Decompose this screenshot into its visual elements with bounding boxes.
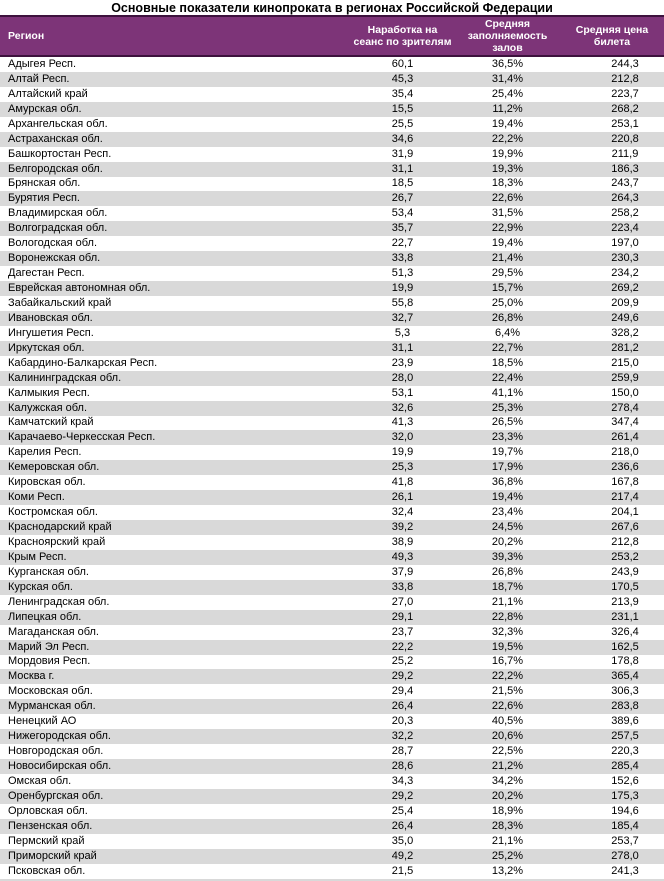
cell-region: Новгородская обл.: [8, 745, 104, 758]
cell-ticket-price: 244,3: [611, 57, 639, 70]
cell-occupancy: 25,4%: [491, 87, 524, 100]
cell-region: Иркутская обл.: [8, 341, 85, 354]
table-row: [0, 625, 664, 640]
cell-ticket-price: 213,9: [611, 595, 639, 608]
cell-occupancy: 28,3%: [491, 819, 524, 832]
cell-ticket-price: 278,4: [611, 401, 639, 414]
table-row: [0, 371, 664, 386]
cell-occupancy: 22,5%: [491, 745, 524, 758]
cell-ticket-price: 234,2: [611, 267, 639, 280]
cell-occupancy: 22,6%: [491, 700, 524, 713]
cell-ticket-price: 306,3: [611, 685, 639, 698]
cell-region: Камчатский край: [8, 416, 94, 429]
cell-attendance: 41,3: [391, 416, 414, 429]
cell-region: Мордовия Респ.: [8, 655, 91, 668]
cell-occupancy: 22,4%: [491, 371, 524, 384]
cell-attendance: 26,4: [391, 819, 414, 832]
cell-attendance: 32,4: [391, 506, 414, 519]
table-row: [0, 416, 664, 431]
cell-region: Еврейская автономная обл.: [8, 282, 151, 295]
cell-ticket-price: 347,4: [611, 416, 639, 429]
cell-region: Астраханская обл.: [8, 132, 103, 145]
cell-attendance: 15,5: [391, 102, 414, 115]
cell-attendance: 19,9: [391, 282, 414, 295]
table-row: [0, 162, 664, 177]
cell-attendance: 34,3: [391, 774, 414, 787]
table-row: [0, 565, 664, 580]
cell-region: Оренбургская обл.: [8, 789, 104, 802]
cell-attendance: 27,0: [391, 595, 414, 608]
table-row: [0, 819, 664, 834]
cell-attendance: 53,1: [391, 386, 414, 399]
cell-region: Кировская обл.: [8, 476, 86, 489]
cell-ticket-price: 215,0: [611, 356, 639, 369]
cell-region: Белгородская обл.: [8, 162, 103, 175]
table-row: [0, 311, 664, 326]
cell-occupancy: 22,7%: [491, 341, 524, 354]
cell-occupancy: 17,9%: [491, 461, 524, 474]
cell-occupancy: 18,3%: [491, 177, 524, 190]
cell-region: Псковская обл.: [8, 864, 86, 877]
table-row: [0, 57, 664, 72]
cell-region: Карачаево-Черкесская Респ.: [8, 431, 156, 444]
table-row: [0, 595, 664, 610]
cell-attendance: 22,2: [391, 640, 414, 653]
cell-region: Красноярский край: [8, 535, 106, 548]
table-row: [0, 266, 664, 281]
cell-occupancy: 19,7%: [491, 446, 524, 459]
table-row: [0, 296, 664, 311]
cell-ticket-price: 185,4: [611, 819, 639, 832]
cell-region: Краснодарский край: [8, 521, 112, 534]
cell-region: Ивановская обл.: [8, 311, 93, 324]
cell-region: Алтайский край: [8, 87, 88, 100]
cell-region: Пензенская обл.: [8, 819, 93, 832]
cell-region: Башкортостан Респ.: [8, 147, 112, 160]
cell-ticket-price: 217,4: [611, 491, 639, 504]
cell-ticket-price: 230,3: [611, 252, 639, 265]
cell-ticket-price: 167,8: [611, 476, 639, 489]
table-row: [0, 669, 664, 684]
cell-occupancy: 19,9%: [491, 147, 524, 160]
column-header-attendance-per-session: Наработка на сеанс по зрителям: [353, 24, 452, 48]
cell-region: Волгоградская обл.: [8, 222, 108, 235]
cell-region: Калининградская обл.: [8, 371, 122, 384]
cell-occupancy: 25,0%: [491, 296, 524, 309]
table-body: [0, 57, 664, 879]
cell-attendance: 33,8: [391, 580, 414, 593]
cell-occupancy: 32,3%: [491, 625, 524, 638]
cell-occupancy: 36,8%: [491, 476, 524, 489]
table-row: [0, 356, 664, 371]
table-row: [0, 505, 664, 520]
cell-attendance: 29,4: [391, 685, 414, 698]
cell-attendance: 25,2: [391, 655, 414, 668]
cell-ticket-price: 365,4: [611, 670, 639, 683]
cell-occupancy: 22,8%: [491, 610, 524, 623]
cell-ticket-price: 212,8: [611, 535, 639, 548]
cell-occupancy: 29,5%: [491, 267, 524, 280]
table-row: [0, 580, 664, 595]
table-row: [0, 206, 664, 221]
cell-attendance: 31,1: [391, 162, 414, 175]
table-row: [0, 759, 664, 774]
cell-attendance: 34,6: [391, 132, 414, 145]
cell-region: Калужская обл.: [8, 401, 88, 414]
cell-attendance: 35,0: [391, 834, 414, 847]
cell-attendance: 5,3: [394, 326, 411, 339]
cell-attendance: 33,8: [391, 252, 414, 265]
cell-ticket-price: 253,2: [611, 550, 639, 563]
cell-occupancy: 31,4%: [491, 72, 524, 85]
cell-occupancy: 19,4%: [491, 491, 524, 504]
cell-occupancy: 16,7%: [491, 655, 524, 668]
cell-ticket-price: 278,0: [611, 849, 639, 862]
cell-occupancy: 22,6%: [491, 192, 524, 205]
cell-attendance: 49,3: [391, 550, 414, 563]
cell-attendance: 37,9: [391, 565, 414, 578]
table-row: [0, 550, 664, 565]
cell-attendance: 23,9: [391, 356, 414, 369]
cell-attendance: 29,2: [391, 789, 414, 802]
cell-occupancy: 19,5%: [491, 640, 524, 653]
cell-region: Воронежская обл.: [8, 252, 101, 265]
cell-occupancy: 6,4%: [494, 326, 521, 339]
cell-region: Марий Эл Респ.: [8, 640, 90, 653]
cell-occupancy: 19,4%: [491, 237, 524, 250]
cell-occupancy: 18,5%: [491, 356, 524, 369]
cell-occupancy: 23,3%: [491, 431, 524, 444]
cell-occupancy: 21,2%: [491, 760, 524, 773]
cell-occupancy: 20,2%: [491, 535, 524, 548]
table-row: [0, 221, 664, 236]
cell-region: Липецкая обл.: [8, 610, 82, 623]
cell-region: Бурятия Респ.: [8, 192, 80, 205]
cell-ticket-price: 269,2: [611, 282, 639, 295]
cell-occupancy: 15,7%: [491, 282, 524, 295]
column-header-average-occupancy: Средняя заполняемость залов: [467, 18, 548, 54]
cell-region: Приморский край: [8, 849, 97, 862]
table-row: [0, 72, 664, 87]
cell-ticket-price: 267,6: [611, 521, 639, 534]
cell-occupancy: 26,8%: [491, 565, 524, 578]
table-row: [0, 520, 664, 535]
table-row: [0, 445, 664, 460]
table-row: [0, 132, 664, 147]
cell-attendance: 23,7: [391, 625, 414, 638]
table-row: [0, 804, 664, 819]
table-header-row: [0, 15, 664, 57]
table-row: [0, 177, 664, 192]
cell-region: Мурманская обл.: [8, 700, 96, 713]
table-row: [0, 684, 664, 699]
cell-attendance: 55,8: [391, 296, 414, 309]
table-row: [0, 655, 664, 670]
table-row: [0, 714, 664, 729]
table-row: [0, 102, 664, 117]
cell-occupancy: 21,4%: [491, 252, 524, 265]
cell-ticket-price: 212,8: [611, 72, 639, 85]
cell-ticket-price: 211,9: [611, 147, 639, 160]
cell-ticket-price: 253,7: [611, 834, 639, 847]
cell-ticket-price: 218,0: [611, 446, 639, 459]
table-row: [0, 610, 664, 625]
cell-ticket-price: 231,1: [611, 610, 639, 623]
table-row: [0, 535, 664, 550]
cell-region: Курганская обл.: [8, 565, 89, 578]
table-row: [0, 460, 664, 475]
cell-attendance: 35,7: [391, 222, 414, 235]
table-row: [0, 864, 664, 879]
column-header-region: Регион: [8, 30, 45, 42]
cell-attendance: 28,7: [391, 745, 414, 758]
cell-attendance: 32,7: [391, 311, 414, 324]
cell-attendance: 19,9: [391, 446, 414, 459]
cell-ticket-price: 175,3: [611, 789, 639, 802]
table-row: [0, 744, 664, 759]
cell-region: Кемеровская обл.: [8, 461, 100, 474]
table-row: [0, 729, 664, 744]
cell-ticket-price: 170,5: [611, 580, 639, 593]
cell-region: Московская обл.: [8, 685, 93, 698]
cell-region: Ингушетия Респ.: [8, 326, 94, 339]
cell-region: Забайкальский край: [8, 296, 112, 309]
cell-region: Кабардино-Балкарская Респ.: [8, 356, 158, 369]
cell-occupancy: 26,8%: [491, 311, 524, 324]
cell-attendance: 29,2: [391, 670, 414, 683]
cell-region: Брянская обл.: [8, 177, 81, 190]
cell-region: Ненецкий АО: [8, 715, 77, 728]
table-row: [0, 326, 664, 341]
table-row: [0, 834, 664, 849]
cell-attendance: 26,1: [391, 491, 414, 504]
cell-ticket-price: 243,9: [611, 565, 639, 578]
cell-attendance: 49,2: [391, 849, 414, 862]
cell-occupancy: 18,7%: [491, 580, 524, 593]
cell-occupancy: 23,4%: [491, 506, 524, 519]
table-row: [0, 236, 664, 251]
cell-attendance: 25,4: [391, 804, 414, 817]
cell-ticket-price: 264,3: [611, 192, 639, 205]
table-row: [0, 849, 664, 864]
table-row: [0, 87, 664, 102]
table-row: [0, 341, 664, 356]
cell-attendance: 32,0: [391, 431, 414, 444]
cell-ticket-price: 197,0: [611, 237, 639, 250]
cell-ticket-price: 281,2: [611, 341, 639, 354]
cell-region: Владимирская обл.: [8, 207, 108, 220]
cell-ticket-price: 204,1: [611, 506, 639, 519]
cell-region: Орловская обл.: [8, 804, 88, 817]
cell-attendance: 32,6: [391, 401, 414, 414]
cell-occupancy: 39,3%: [491, 550, 524, 563]
table-row: [0, 699, 664, 714]
cell-attendance: 25,5: [391, 117, 414, 130]
cell-ticket-price: 223,7: [611, 87, 639, 100]
cell-ticket-price: 152,6: [611, 774, 639, 787]
cell-attendance: 51,3: [391, 267, 414, 280]
cell-region: Курская обл.: [8, 580, 73, 593]
cell-attendance: 25,3: [391, 461, 414, 474]
cell-ticket-price: 178,8: [611, 655, 639, 668]
cell-attendance: 53,4: [391, 207, 414, 220]
cell-attendance: 21,5: [391, 864, 414, 877]
table-row: [0, 401, 664, 416]
cell-occupancy: 19,4%: [491, 117, 524, 130]
cell-region: Амурская обл.: [8, 102, 82, 115]
cell-occupancy: 18,9%: [491, 804, 524, 817]
cell-ticket-price: 283,8: [611, 700, 639, 713]
cell-attendance: 29,1: [391, 610, 414, 623]
cell-ticket-price: 328,2: [611, 326, 639, 339]
cell-attendance: 41,8: [391, 476, 414, 489]
cell-attendance: 28,6: [391, 760, 414, 773]
cell-attendance: 20,3: [391, 715, 414, 728]
cell-ticket-price: 257,5: [611, 730, 639, 743]
cell-region: Ленинградская обл.: [8, 595, 110, 608]
cell-ticket-price: 258,2: [611, 207, 639, 220]
cell-ticket-price: 249,6: [611, 311, 639, 324]
cell-occupancy: 11,2%: [492, 102, 523, 115]
cell-occupancy: 20,6%: [491, 730, 524, 743]
cell-attendance: 22,7: [391, 237, 414, 250]
cell-ticket-price: 389,6: [611, 715, 639, 728]
cell-ticket-price: 253,1: [611, 117, 639, 130]
cell-occupancy: 25,3%: [491, 401, 524, 414]
cell-occupancy: 20,2%: [491, 789, 524, 802]
cell-ticket-price: 268,2: [611, 102, 639, 115]
cell-ticket-price: 243,7: [611, 177, 639, 190]
cell-region: Вологодская обл.: [8, 237, 98, 250]
cell-ticket-price: 285,4: [611, 760, 639, 773]
cell-region: Коми Респ.: [8, 491, 65, 504]
cell-occupancy: 26,5%: [491, 416, 524, 429]
table-row: [0, 191, 664, 206]
cell-attendance: 18,5: [391, 177, 414, 190]
cell-region: Костромская обл.: [8, 506, 98, 519]
cell-region: Омская обл.: [8, 774, 72, 787]
cell-ticket-price: 186,3: [611, 162, 639, 175]
table-row: [0, 640, 664, 655]
table-row: [0, 475, 664, 490]
cell-region: Калмыкия Респ.: [8, 386, 90, 399]
table-row: [0, 281, 664, 296]
cell-attendance: 26,7: [391, 192, 414, 205]
table-row: [0, 789, 664, 804]
cell-region: Дагестан Респ.: [8, 267, 85, 280]
cell-ticket-price: 194,6: [611, 804, 639, 817]
cell-attendance: 38,9: [391, 535, 414, 548]
cell-ticket-price: 220,8: [611, 132, 639, 145]
cell-ticket-price: 220,3: [611, 745, 639, 758]
cell-attendance: 26,4: [391, 700, 414, 713]
cell-occupancy: 22,9%: [491, 222, 524, 235]
cell-region: Новосибирская обл.: [8, 760, 112, 773]
cell-ticket-price: 259,9: [611, 371, 639, 384]
cell-region: Алтай Респ.: [8, 72, 70, 85]
cell-occupancy: 31,5%: [491, 207, 524, 220]
cell-ticket-price: 223,4: [611, 222, 639, 235]
cell-occupancy: 36,5%: [491, 57, 524, 70]
cell-region: Нижегородская обл.: [8, 730, 111, 743]
cell-region: Москва г.: [8, 670, 55, 683]
cell-attendance: 31,9: [391, 147, 414, 160]
cell-occupancy: 22,2%: [491, 132, 524, 145]
cell-region: Пермский край: [8, 834, 85, 847]
cell-ticket-price: 236,6: [611, 461, 639, 474]
cell-occupancy: 34,2%: [491, 774, 524, 787]
cell-attendance: 32,2: [391, 730, 414, 743]
table-row: [0, 430, 664, 445]
cell-attendance: 39,2: [391, 521, 414, 534]
cell-ticket-price: 209,9: [611, 296, 639, 309]
cell-occupancy: 25,2%: [491, 849, 524, 862]
cell-region: Магаданская обл.: [8, 625, 99, 638]
cell-occupancy: 21,5%: [491, 685, 524, 698]
cell-occupancy: 13,2%: [491, 864, 524, 877]
table-row: [0, 490, 664, 505]
cell-occupancy: 41,1%: [491, 386, 524, 399]
cell-ticket-price: 162,5: [611, 640, 639, 653]
page-title: Основные показатели кинопроката в регионах Российской Федерации: [111, 0, 553, 15]
table-row: [0, 386, 664, 401]
table-row: [0, 774, 664, 789]
cell-attendance: 31,1: [391, 341, 414, 354]
cell-occupancy: 19,3%: [491, 162, 524, 175]
cell-ticket-price: 150,0: [611, 386, 639, 399]
cell-region: Карелия Респ.: [8, 446, 82, 459]
column-header-average-ticket-price: Средняя цена билета: [575, 24, 649, 48]
cell-attendance: 28,0: [391, 371, 414, 384]
table-row: [0, 251, 664, 266]
cell-ticket-price: 241,3: [611, 864, 639, 877]
cell-region: Архангельская обл.: [8, 117, 108, 130]
cell-ticket-price: 326,4: [611, 625, 639, 638]
cell-region: Адыгея Респ.: [8, 57, 77, 70]
cell-occupancy: 21,1%: [491, 595, 524, 608]
cell-region: Крым Респ.: [8, 550, 67, 563]
cell-attendance: 35,4: [391, 87, 414, 100]
table-row: [0, 147, 664, 162]
cell-occupancy: 21,1%: [491, 834, 524, 847]
cell-ticket-price: 261,4: [611, 431, 639, 444]
cell-occupancy: 24,5%: [491, 521, 524, 534]
table-row: [0, 117, 664, 132]
cell-occupancy: 22,2%: [491, 670, 524, 683]
cell-attendance: 45,3: [391, 72, 414, 85]
cell-attendance: 60,1: [391, 57, 414, 70]
cell-occupancy: 40,5%: [491, 715, 524, 728]
